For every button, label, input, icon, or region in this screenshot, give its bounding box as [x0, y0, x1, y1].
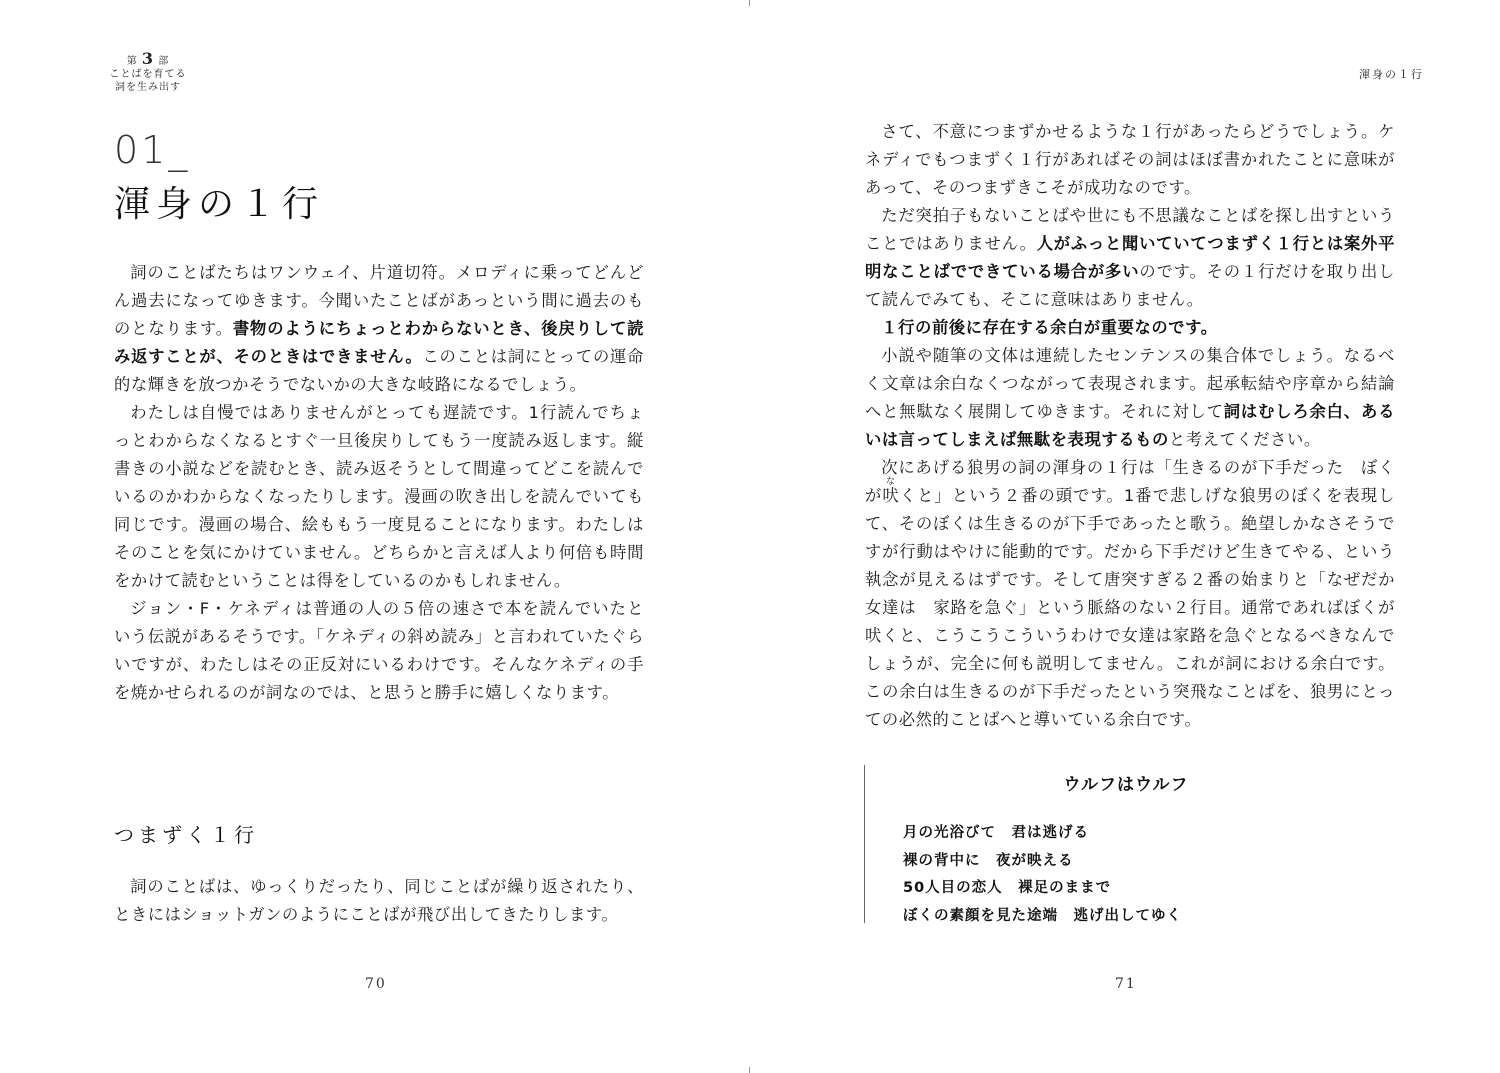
paragraph: [865, 118, 1395, 202]
part-number: 3: [141, 49, 155, 68]
left-body-text-2: [114, 873, 644, 929]
text-run: 小説や随筆の文体は連続したセンテンスの集合体でしょう。なるべく文章は余白なくつながって表現されます。起承転結や序章から結論へと無駄なく展開してゆきます。それに対して: [865, 346, 1395, 421]
center-trim-mark-bottom: [749, 1067, 750, 1073]
chapter-number: 01_: [114, 128, 191, 172]
chapter-title: 渾身の１行: [114, 184, 325, 225]
part-label: [98, 49, 198, 68]
paragraph: [865, 314, 1395, 342]
part-prefix: 第: [126, 56, 138, 67]
text-run: 次にあげる狼男の詞の渾身の１行は「生きるのが下手だった ぼくが: [865, 458, 1395, 505]
emphasis-text: 人がふっと聞いていてつまずく１行とは案外平明なことばでできている場合が多い: [865, 234, 1395, 281]
text-run: このことは詞にとっての運命的な輝きを放つかそうでないかの大きな岐路になるでしょう。: [114, 347, 644, 394]
lyric-line: ぼくの素顔を見た途端 逃げ出してゆく: [903, 907, 1182, 924]
lyric-line: 裸の背中に 夜が映える: [903, 852, 1074, 869]
text-run: ただ突拍子もないことばや世にも不思議なことばを探し出すということではありません。: [865, 206, 1395, 253]
part-running-head: [98, 49, 198, 94]
right-body-text: [865, 118, 1395, 734]
part-title-line2: 詞を生み出す: [115, 82, 181, 93]
emphasis-text: １行の前後に存在する余白が重要なのです。: [881, 318, 1218, 337]
section-heading: つまずく１行: [114, 823, 258, 847]
paragraph: [114, 259, 644, 399]
text-run: くと」という２番の頭です。1番で悲しげな狼男のぼくを表現して、そのぼくは生きるのが下手であったと歌う。絶望しかなさそうですが行動はやけに能動的です。だから下手だけど生きてやる、という執念が見えるはずです。そして唐突すぎる２番の始まりと「なぜだか女達は 家路を急ぐ」という脈絡のない２行目。通常であればぼくが吠くと、こうこうこういうわけで女達は家路を急ぐとなるべきなんでしょうが、完全に何も説明してません。これが詞における余白です。この余白は生きるのが下手だったという突飛なことばを、狼男にとっての必然的ことばへと導いている余白です。: [865, 486, 1396, 729]
text-run: 詞のことばは、ゆっくりだったり、同じことばが繰り返されたり、ときにはショットガンのようにことばが飛び出してきたりします。: [114, 877, 644, 924]
lyric-line: 月の光浴びて 君は逃げる: [903, 825, 1089, 841]
text-run: ジョン・F・ケネディは普通の人の５倍の速さで本を読んでいたという伝説があるそうです。「ケネディの斜め読み」と言われていたぐらいですが、わたしはその正反対にいるわけです。そんなケネディの手を焼かせられるのが詞なのでは、と思うと勝手に嬉しくなります。: [114, 599, 644, 702]
text-run: のです。その１行だけを取り出して読んでみても、そこに意味はありません。: [865, 262, 1395, 309]
emphasis-text: 書物のようにちょっとわからないとき、後戻りして読み返すことが、そのときはできません。: [114, 319, 644, 366]
lyrics-lines: [903, 820, 1182, 930]
center-trim-mark-top: [749, 0, 750, 6]
paragraph: [865, 454, 1395, 734]
ruby-text: 吠な: [882, 477, 900, 505]
text-run: わたしは自慢ではありませんがとっても遅読です。1行読んでちょっとわからなくなるとすぐ一旦後戻りしてもう一度読み返します。縦書きの小説などを読むとき、読み返そうとして間違ってどこを読んでいるのかわからなくなったりします。漫画の吹き出しを読んでいても同じです。漫画の場合、絵ももう一度見ることになります。わたしはそのことを気にかけていません。どちらかと言えば人より何倍も時間をかけて読むということは得をしているのかもしれません。: [114, 403, 644, 590]
part-title-line1: ことばを育てる: [109, 69, 187, 80]
page-number-left: 70: [365, 976, 387, 992]
left-body-text: [114, 259, 644, 707]
text-run: 詞のことばたちはワンウェイ、片道切符。メロディに乗ってどんどん過去になってゆきます。今聞いたことばがあっという間に過去のものとなります。: [114, 263, 644, 338]
text-run: さて、不意につまずかせるような１行があったらどうでしょう。ケネディでもつまずく１行があればその詞はほぼ書かれたことに意味があって、そのつまずきこそが成功なのです。: [865, 122, 1395, 197]
part-suffix: 部: [158, 56, 170, 67]
paragraph: [114, 399, 644, 595]
text-run: と考えてください。: [1168, 430, 1321, 449]
lyrics-title: ウルフはウルフ: [1063, 775, 1189, 795]
emphasis-text: 詞はむしろ余白、あるいは言ってしまえば無駄を表現するもの: [865, 402, 1395, 449]
paragraph: [865, 202, 1395, 314]
paragraph: [114, 595, 644, 707]
lyric-line: 50人目の恋人 裸足のままで: [903, 880, 1112, 896]
paragraph: [114, 873, 644, 929]
lyrics-excerpt: [864, 765, 1265, 923]
chapter-running-head: 渾身の１行: [1359, 68, 1424, 81]
paragraph: [865, 342, 1395, 454]
page-number-right: 71: [1115, 976, 1137, 992]
